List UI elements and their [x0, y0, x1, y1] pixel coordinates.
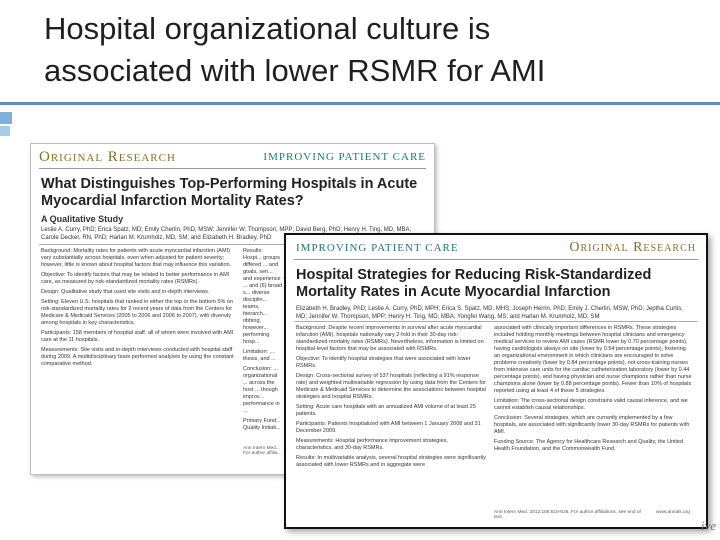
header-rule	[39, 168, 426, 169]
slide-title-line-1: Hospital organizational culture is	[44, 11, 491, 46]
abstract-results-continued: associated with clinically important differences in RSMRs. These strategies included holding monthly meetings between hospital clinicians and emergency medical services to review AMI cases (RSMR lower by 0.70 percentage points), having cardiologists always on site (lower by 0.54 percentage points), fostering an organizational environment in which clinicians are encouraged to solve problems creatively (lower by 0.84 percentage points), not cross-training nurses from intensive care units for the cardiac catheterization laboratory (lower by 0.44 percentage points), and having physician and nurse champions rather than nurse champions alone (lower by 0.88 percentage points). Fewer than 10% of hospitals reported using at least 4 of these 5 strategies.	[494, 325, 692, 394]
abstract-objective: Objective: To identify hospital strategies that were associated with lower RSMRs.	[296, 356, 471, 369]
abstract-conclusion: Conclusion: ... organizational ... across the host ... though improv... performance in ...	[243, 366, 280, 414]
abstract-design: Design: Qualitative study that used site visits and in-depth interviews.	[41, 289, 210, 295]
article-subtitle: A Qualitative Study	[41, 214, 124, 224]
accent-square	[0, 112, 12, 124]
article-title: What Distinguishes Top-Performing Hospitals in Acute Myocardial Infarction Mortality Rates?	[41, 176, 418, 209]
accent-square-small	[0, 126, 10, 136]
abstract-background: Background: Mortality rates for patients with acute myocardial infarction (AMI) vary substantially across hospitals, even when adjusted for patient severity; however, little is known about hospital factors that may influence this variation.	[41, 248, 232, 268]
abstract-limitation: Limitation: The cross-sectional design constrains valid causal inference, and we cannot establish causal relationships.	[494, 398, 688, 411]
abstract-right-column	[494, 325, 692, 456]
abstract-participants: Participants: 158 members of hospital staff, all of whom were involved with AMI care at the 11 hospitals.	[41, 330, 234, 343]
section-header: Original Research	[569, 240, 696, 255]
journal-header: IMPROVING PATIENT CARE	[263, 151, 426, 163]
abstract-design: Design: Cross-sectional survey of 537 hospitals (reflecting a 91% response rate) and weighted multivariable regression by using data from the Centers for Medicare & Medicaid Services to determine the associations between hospital strategies and hospital RSMRs.	[296, 373, 486, 400]
abstract-objective: Objective: To identify factors that may be related to better performance in AMI care, as measured by risk-standardized mortality rates (RSMRs).	[41, 272, 230, 285]
slide-title	[44, 8, 704, 92]
abstract-left-column	[296, 325, 486, 472]
slide-title-line-2: associated with lower RSMR for AMI	[44, 53, 546, 88]
article-footer: Ann Intern Med... For author affilia...	[243, 446, 282, 456]
abstract-participants: Participants: Patients hospitalized with AMI between 1 January 2008 and 31 December 2009.	[296, 421, 481, 434]
abstract-measurements: Measurements: Site visits and in-depth interviews conducted with hospital staff during 2009. A multidisciplinary team performed analyses by using the constant comparative method.	[41, 347, 234, 367]
title-underline	[0, 102, 720, 105]
article-authors: Leslie A. Curry, PhD; Erica Spatz, MD; Emily Cherlin, PhD, MSW; Jennifer W. Thompson, MPP; David Berg, PhD; Henry H. Ting, MD, MBA; Carole Decker, RN, PhD; Harlan M. Krumholz, MD, SM; and Elizabeth H. Bradley, PhD	[41, 227, 412, 241]
article-footer-site: www.annals.org	[656, 510, 690, 515]
abstract-right-column	[243, 248, 283, 435]
header-rule	[294, 259, 698, 260]
abstract-measurements: Measurements: Hospital performance improvement strategies, characteristics, and 30-day RSMRs.	[296, 438, 448, 451]
journal-header: IMPROVING PATIENT CARE	[296, 242, 459, 254]
abstract-left-column	[41, 248, 241, 371]
abstract-background: Background: Despite recent improvements in survival after acute myocardial infarction (AMI), hospitals nationally vary 2-fold in their 30-day risk-standardized mortality rates (RSMRs). Nevertheless, information is limited on hospital-level factors that may be associated with RSMRs.	[296, 325, 484, 352]
cutoff-text: ive	[700, 518, 716, 533]
article-title: Hospital Strategies for Reducing Risk-Standardized Mortality Rates in Acute Myocardial Infarction	[296, 267, 652, 300]
abstract-results: Results: In multivariable analysis, several hospital strategies were significantly associated with lower RSMRs and in aggregate were	[296, 455, 486, 468]
article-footer: Ann Intern Med. 2012;156:618-626. For author affiliations, see end of text.	[494, 510, 641, 520]
abstract-results: Results: Hospi... groups differed ... and goals, sen... and experience ... and (6) broad s... diverse disciplin... teams, hierarch... ribbing, however... performing hosp...	[243, 248, 283, 345]
abstract-funding: Primary Fund... Quality Initiati...	[243, 418, 281, 431]
abstract-setting: Setting: Eleven U.S. hospitals that ranked in either the top or the bottom 5% on risk-standardized mortality rates for 2 recent years of data from the Centers for Medicare & Medicaid Services (2005 to 2006 and 2006 to 2007), with diversity among hospitals in key characteristics.	[41, 299, 234, 326]
separator	[294, 321, 698, 322]
abstract-setting: Setting: Acute care hospitals with an annualized AMI volume of at least 25 patients.	[296, 404, 476, 417]
article-authors: Elizabeth H. Bradley, PhD; Leslie A. Curry, PhD, MPH; Erica S. Spatz, MD, MHS; Joseph Herrin, PhD; Emily J. Cherlin, MSW, PhD; Jeptha Curtis, MD; Jennifer W. Thompson, MPP; Henry H. Ting, MD, MBA; Yongfei Wang, MS; and Harlan M. Krumholz, MD, SM	[296, 306, 683, 320]
section-header: Original Research	[39, 149, 176, 165]
article-image-2	[284, 233, 708, 529]
abstract-limitation: Limitation: ... thesis, and ...	[243, 349, 276, 362]
abstract-conclusion: Conclusion: Several strategies, which are currently implemented by a few hospitals, are associated with significantly lower 30-day RSMRs for patients with AMI.	[494, 415, 690, 435]
abstract-funding: Funding Source: The Agency for Healthcare Research and Quality, the United Health Foundation, and the Commonwealth Fund.	[494, 439, 684, 452]
